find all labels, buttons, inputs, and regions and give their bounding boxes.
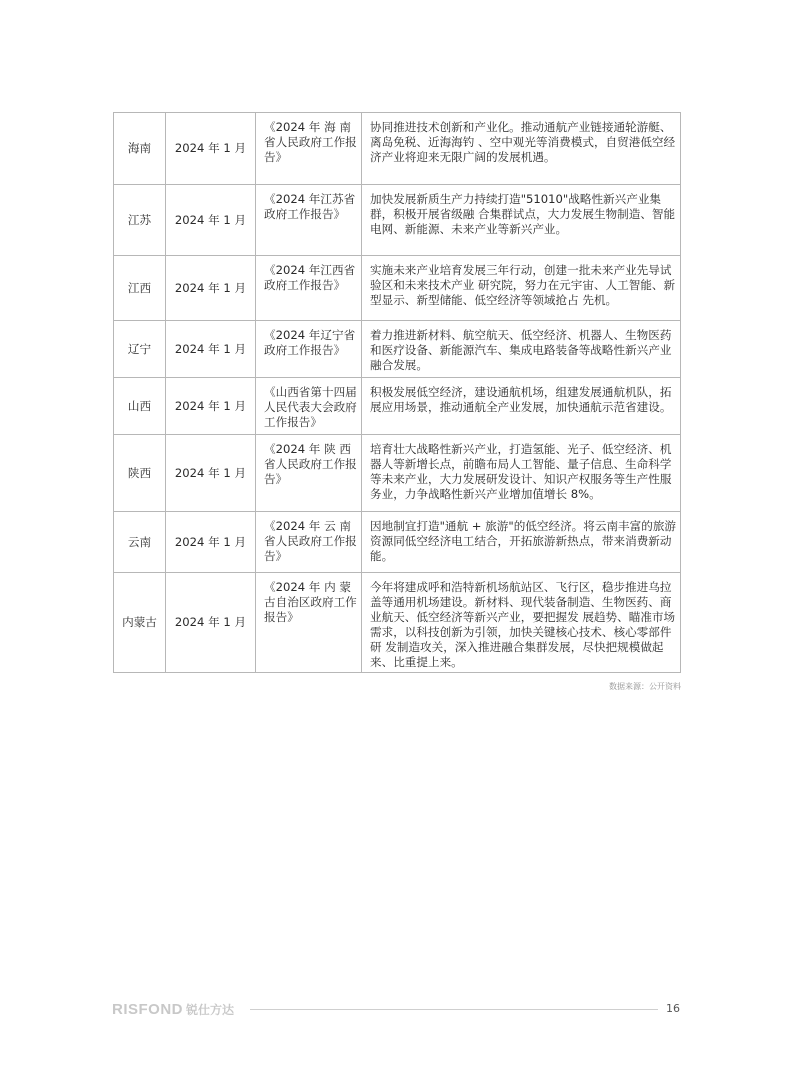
footer-divider (250, 1009, 658, 1010)
data-source-note: 数据来源：公开资料 (609, 682, 681, 691)
page-number: 16 (666, 1002, 680, 1015)
content-cell: 实施未来产业培育发展三年行动，创建一批未来产业先导试验区和未来技术产业 研究院，努力在元宇宙、人工智能、新型显示、新型储能、低空经济等领域抢占 先机。 (362, 256, 681, 321)
province-cell: 云南 (114, 512, 166, 573)
document-cell: 《2024 年江苏省政府工作报告》 (256, 185, 362, 256)
content-cell: 因地制宜打造"通航 + 旅游"的低空经济。将云南丰富的旅游资源同低空经济电工结合，开拓旅游新热点，带来消费新动能。 (362, 512, 681, 573)
province-cell: 海南 (114, 113, 166, 185)
date-cell: 2024 年 1 月 (166, 512, 256, 573)
document-cell: 《2024 年江西省政府工作报告》 (256, 256, 362, 321)
province-cell: 山西 (114, 378, 166, 435)
content-cell: 着力推进新材料、航空航天、低空经济、机器人、生物医药和医疗设备、新能源汽车、集成电路装备等战略性新兴产业融合发展。 (362, 321, 681, 378)
document-cell: 《2024 年 陕 西省人民政府工作报告》 (256, 435, 362, 512)
document-cell: 《2024 年 海 南省人民政府工作报告》 (256, 113, 362, 185)
date-cell: 2024 年 1 月 (166, 185, 256, 256)
content-cell: 今年将建成呼和浩特新机场航站区、飞行区，稳步推进乌拉盖等通用机场建设。新材料、现代装备制造、生物医药、商业航天、低空经济等新兴产业，要把握发 展趋势、瞄准市场需求，以科技创新为引领，加快关键核心技术、核心零部件研 发制造攻关，深入推进融合集群发展，尽快把规模做起来、比重提上来。 (362, 573, 681, 673)
date-cell: 2024 年 1 月 (166, 378, 256, 435)
date-cell: 2024 年 1 月 (166, 573, 256, 673)
logo-chinese-name: 锐仕方达 (186, 1002, 235, 1017)
document-cell: 《2024 年 云 南省人民政府工作报告》 (256, 512, 362, 573)
date-cell: 2024 年 1 月 (166, 321, 256, 378)
date-cell: 2024 年 1 月 (166, 113, 256, 185)
content-cell: 培育壮大战略性新兴产业，打造氢能、光子、低空经济、机器人等新增长点，前瞻布局人工智能、量子信息、生命科学等未来产业，大力发展研发设计、知识产权服务等生产性服务业，力争战略性新兴产业增加值增长 8%。 (362, 435, 681, 512)
table-row (114, 321, 681, 378)
table-row (114, 256, 681, 321)
province-cell: 辽宁 (114, 321, 166, 378)
table-row (114, 378, 681, 435)
logo-wordmark: RISFOND (112, 1000, 183, 1018)
table-row (114, 573, 681, 673)
company-logo (112, 1000, 234, 1018)
content-cell: 积极发展低空经济，建设通航机场，组建发展通航机队，拓展应用场景，推动通航全产业发展，加快通航示范省建设。 (362, 378, 681, 435)
table-row (114, 113, 681, 185)
date-cell: 2024 年 1 月 (166, 256, 256, 321)
content-cell: 协同推进技术创新和产业化。推动通航产业链接通轮游艇、离岛免税、近海海钓 、空中观光等消费模式，自贸港低空经济产业将迎来无限广阔的发展机遇。 (362, 113, 681, 185)
document-cell: 《山西省第十四届人民代表大会政府工作报告》 (256, 378, 362, 435)
province-cell: 陕西 (114, 435, 166, 512)
date-cell: 2024 年 1 月 (166, 435, 256, 512)
table-row (114, 185, 681, 256)
content-cell: 加快发展新质生产力持续打造"51010"战略性新兴产业集群，积极开展省级融 合集群试点，大力发展生物制造、智能电网、新能源、未来产业等新兴产业。 (362, 185, 681, 256)
province-cell: 江苏 (114, 185, 166, 256)
document-cell: 《2024 年辽宁省政府工作报告》 (256, 321, 362, 378)
province-cell: 江西 (114, 256, 166, 321)
table-row (114, 435, 681, 512)
document-cell: 《2024 年 内 蒙古自治区政府工作报告》 (256, 573, 362, 673)
policy-table (113, 112, 681, 673)
province-cell: 内蒙古 (114, 573, 166, 673)
table-row (114, 512, 681, 573)
